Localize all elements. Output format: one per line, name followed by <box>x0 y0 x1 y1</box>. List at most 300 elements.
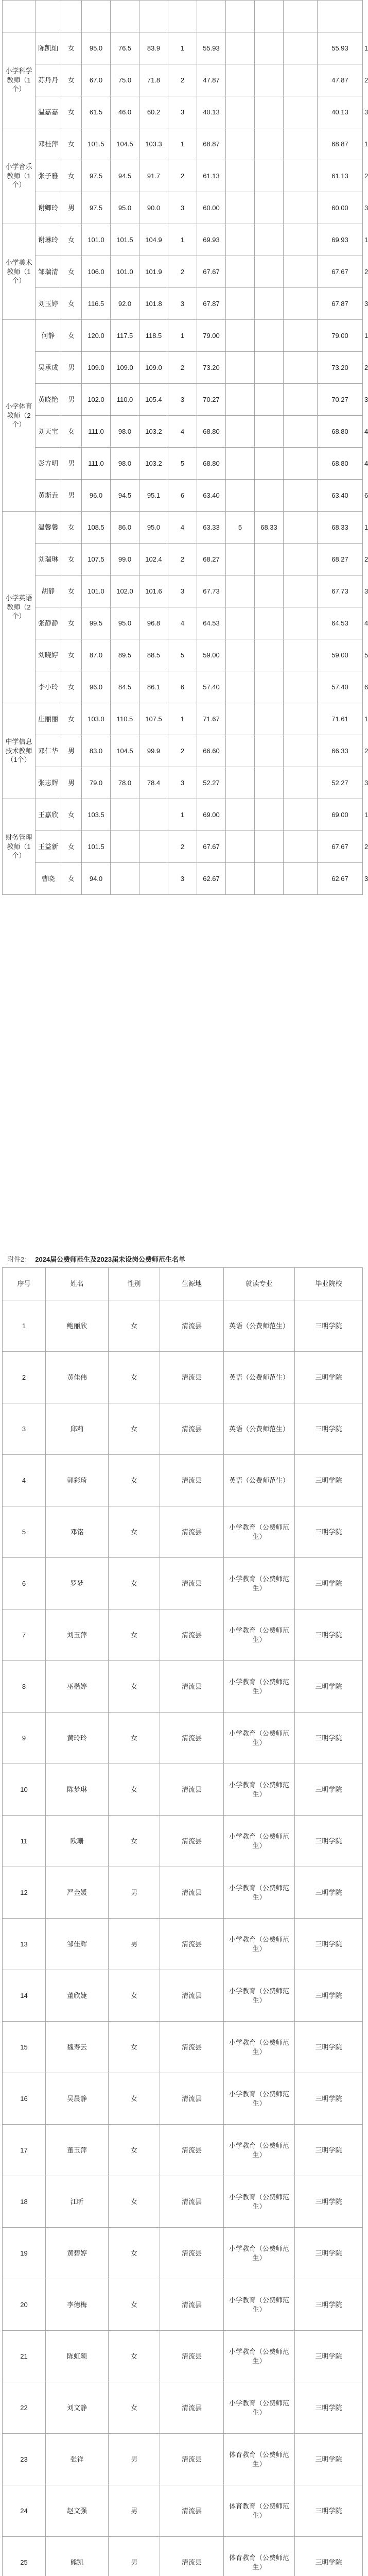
table-cell: 96.0 <box>82 480 111 512</box>
table-cell: 88.5 <box>139 639 168 671</box>
table-cell <box>284 639 318 671</box>
table-cell: 102.4 <box>139 544 168 575</box>
table-cell: 84.5 <box>111 671 139 703</box>
table-cell <box>255 160 284 192</box>
table-cell: 57.40 <box>318 671 363 703</box>
table-row <box>3 1764 363 1816</box>
table-cell: 温馨馨 <box>36 512 61 544</box>
origin-cell: 清流县 <box>160 1455 224 1506</box>
table-cell: 92.0 <box>111 288 139 320</box>
table-cell: 70.27 <box>197 384 226 416</box>
table-cell: 97.5 <box>82 192 111 224</box>
table-cell <box>284 735 318 767</box>
table-cell: 96.0 <box>82 671 111 703</box>
table-cell: 95.0 <box>111 192 139 224</box>
table-cell <box>255 639 284 671</box>
name-cell: 罗梦 <box>46 1558 109 1609</box>
table-cell: 94.0 <box>82 863 111 895</box>
table-cell: 69.93 <box>197 224 226 256</box>
table-cell: 70.27 <box>318 384 363 416</box>
origin-cell: 清流县 <box>160 2382 224 2434</box>
table-cell: 98.0 <box>111 416 139 448</box>
table-cell: 98.0 <box>111 448 139 480</box>
table-cell <box>111 799 139 831</box>
major-cell: 小学教育（公费师范生） <box>224 2228 295 2279</box>
table-cell <box>284 480 318 512</box>
index-cell: 6 <box>3 1558 46 1609</box>
school-cell: 三明学院 <box>295 2176 363 2228</box>
name-cell: 欧珊 <box>46 1816 109 1867</box>
major-cell: 小学教育（公费师范生） <box>224 2022 295 2073</box>
major-cell: 英语（公费师范生） <box>224 1300 295 1352</box>
gender-cell: 女 <box>109 2279 160 2331</box>
table-cell: 89.5 <box>111 639 139 671</box>
table-cell: 78.0 <box>111 767 139 799</box>
table-cell: 60.00 <box>318 192 363 224</box>
table-cell <box>226 480 255 512</box>
table-cell <box>284 767 318 799</box>
table-cell <box>226 639 255 671</box>
table-cell <box>255 831 284 863</box>
table-row: 小学科学教师（1个） 陈凯灿 女 95.0 76.5 83.9 1 55.93 55.93 1 <box>3 32 363 64</box>
table-row: 小学英语教师（2个） 温馨馨 女 108.5 86.0 95.0 4 63.33 5 68.33 68.33 1 <box>3 512 363 544</box>
table-cell <box>226 256 255 288</box>
table-cell: 66.60 <box>197 735 226 767</box>
table-cell: 68.80 <box>318 448 363 480</box>
table-cell: 女 <box>61 320 82 352</box>
table-row <box>3 2331 363 2382</box>
table-cell <box>139 863 168 895</box>
table-cell <box>111 863 139 895</box>
school-cell: 三明学院 <box>295 1661 363 1713</box>
table-cell: 106.0 <box>82 256 111 288</box>
major-cell: 小学教育（公费师范生） <box>224 1558 295 1609</box>
gender-cell: 男 <box>109 1867 160 1919</box>
header-major: 就读专业 <box>224 1268 295 1300</box>
table-cell <box>284 863 318 895</box>
table-cell <box>255 448 284 480</box>
origin-cell: 清流县 <box>160 1867 224 1919</box>
table-cell <box>255 671 284 703</box>
table-cell: 101.5 <box>111 224 139 256</box>
major-cell: 小学教育（公费师范生） <box>224 2125 295 2176</box>
table-cell <box>255 799 284 831</box>
table-cell: 59.00 <box>318 639 363 671</box>
gender-cell: 女 <box>109 2382 160 2434</box>
major-cell: 英语（公费师范生） <box>224 1455 295 1506</box>
table-cell: 101.0 <box>111 256 139 288</box>
table-cell: 83.0 <box>82 735 111 767</box>
name-cell: 董欣婕 <box>46 1970 109 2022</box>
gender-cell: 男 <box>109 2537 160 2576</box>
attachment-title: 2024届公费师范生及2023届未设岗公费师范生名单 <box>35 1256 186 1263</box>
school-cell: 三明学院 <box>295 2331 363 2382</box>
position-cell: 小学英语教师（2个） <box>3 512 36 703</box>
name-cell: 陈虹颖 <box>46 2331 109 2382</box>
table-cell <box>226 575 255 607</box>
table-cell <box>255 96 284 128</box>
table-cell <box>284 224 318 256</box>
index-cell: 24 <box>3 2485 46 2537</box>
school-cell: 三明学院 <box>295 1558 363 1609</box>
table-cell <box>61 1 82 32</box>
table-cell: 104.5 <box>111 128 139 160</box>
table-cell <box>255 320 284 352</box>
table-cell <box>318 1 363 32</box>
table-cell: 120.0 <box>82 320 111 352</box>
table-cell: 胡静 <box>36 575 61 607</box>
table-cell <box>284 831 318 863</box>
table-row: 张志辉 男 79.0 78.0 78.4 3 52.27 52.27 3 <box>3 767 363 799</box>
table-cell: 2 <box>168 256 197 288</box>
table-cell: 68.87 <box>197 128 226 160</box>
table-row: 黄晓艳 男 102.0 110.0 105.4 3 70.27 70.27 3 <box>3 384 363 416</box>
table-cell: 女 <box>61 671 82 703</box>
major-cell: 小学教育（公费师范生） <box>224 1764 295 1816</box>
index-cell: 10 <box>3 1764 46 1816</box>
table-cell: 86.1 <box>139 671 168 703</box>
table-cell: 女 <box>61 416 82 448</box>
table-cell: 刘玉婷 <box>36 288 61 320</box>
table-cell <box>284 799 318 831</box>
table-cell <box>284 448 318 480</box>
table-row: 刘瑞琳 女 107.5 99.0 102.4 2 68.27 68.27 2 <box>3 544 363 575</box>
table-cell: 104.9 <box>139 224 168 256</box>
table-cell: 60.00 <box>197 192 226 224</box>
index-cell: 20 <box>3 2279 46 2331</box>
school-cell: 三明学院 <box>295 2228 363 2279</box>
table-cell <box>226 448 255 480</box>
table-cell <box>255 480 284 512</box>
table-cell: 67.67 <box>197 831 226 863</box>
table-row <box>3 2176 363 2228</box>
table-row <box>3 2073 363 2125</box>
table-cell <box>284 512 318 544</box>
table-cell: 68.80 <box>197 416 226 448</box>
table-cell: 5 <box>168 448 197 480</box>
gender-cell: 女 <box>109 1970 160 2022</box>
school-cell: 三明学院 <box>295 2022 363 2073</box>
table-row <box>3 1919 363 1970</box>
name-cell: 刘玉萍 <box>46 1609 109 1661</box>
table-cell: 64.53 <box>197 607 226 639</box>
table-cell <box>226 352 255 384</box>
table-cell <box>226 384 255 416</box>
table-cell: 邓桂萍 <box>36 128 61 160</box>
table-cell <box>284 384 318 416</box>
table-cell: 62.67 <box>197 863 226 895</box>
table-cell: 99.0 <box>111 544 139 575</box>
table-cell: 103.5 <box>82 799 111 831</box>
school-cell: 三明学院 <box>295 2279 363 2331</box>
table-cell <box>226 160 255 192</box>
table-cell: 67.87 <box>318 288 363 320</box>
origin-cell: 清流县 <box>160 1764 224 1816</box>
index-cell: 8 <box>3 1661 46 1713</box>
table-cell <box>284 96 318 128</box>
table-cell: 110.0 <box>111 384 139 416</box>
table-cell: 女 <box>61 128 82 160</box>
table-cell <box>284 128 318 160</box>
major-cell: 小学教育（公费师范生） <box>224 1661 295 1713</box>
table-cell: 64.53 <box>318 607 363 639</box>
school-cell: 三明学院 <box>295 1764 363 1816</box>
name-cell: 李德梅 <box>46 2279 109 2331</box>
table-cell <box>255 224 284 256</box>
table-row <box>3 2228 363 2279</box>
origin-cell: 清流县 <box>160 1919 224 1970</box>
table-cell: 111.0 <box>82 448 111 480</box>
table-row: 张静静 女 99.5 95.0 96.8 4 64.53 64.53 4 <box>3 607 363 639</box>
table-cell <box>284 544 318 575</box>
gender-cell: 女 <box>109 1455 160 1506</box>
table-cell: 83.9 <box>139 32 168 64</box>
table-cell: 108.5 <box>82 512 111 544</box>
header-school: 毕业院校 <box>295 1268 363 1300</box>
table-row <box>3 1558 363 1609</box>
table-cell: 94.5 <box>111 480 139 512</box>
table-cell <box>226 767 255 799</box>
student-list-table <box>2 1267 363 2576</box>
index-cell: 3 <box>3 1403 46 1455</box>
table-cell: 101.9 <box>139 256 168 288</box>
name-cell: 黄玲玲 <box>46 1713 109 1764</box>
index-cell: 22 <box>3 2382 46 2434</box>
table-cell: 68.33 <box>318 512 363 544</box>
table-row <box>3 1609 363 1661</box>
major-cell: 小学教育（公费师范生） <box>224 1609 295 1661</box>
major-cell: 小学教育（公费师范生） <box>224 2073 295 2125</box>
index-cell: 25 <box>3 2537 46 2576</box>
table-cell: 2 <box>168 544 197 575</box>
table-cell: 3 <box>168 767 197 799</box>
gender-cell: 女 <box>109 2176 160 2228</box>
table-cell: 庄丽丽 <box>36 703 61 735</box>
table-cell: 73.20 <box>318 352 363 384</box>
table-cell: 女 <box>61 224 82 256</box>
table-cell: 57.40 <box>197 671 226 703</box>
table-cell: 1 <box>168 799 197 831</box>
table-cell <box>284 32 318 64</box>
table-cell: 女 <box>61 160 82 192</box>
table-cell: 103.0 <box>82 703 111 735</box>
table-cell: 张志辉 <box>36 767 61 799</box>
table-cell: 63.40 <box>197 480 226 512</box>
index-cell: 17 <box>3 2125 46 2176</box>
gender-cell: 女 <box>109 1609 160 1661</box>
table-cell: 99.5 <box>82 607 111 639</box>
gender-cell: 女 <box>109 1506 160 1558</box>
name-cell: 黄佳伟 <box>46 1352 109 1403</box>
table-cell: 男 <box>61 735 82 767</box>
table-cell: 王益新 <box>36 831 61 863</box>
table-cell: 71.67 <box>197 703 226 735</box>
position-cell <box>3 1 36 32</box>
table-cell: 102.0 <box>82 384 111 416</box>
name-cell: 张祥 <box>46 2434 109 2485</box>
table-cell: 86.0 <box>111 512 139 544</box>
table-cell <box>226 1 255 32</box>
index-cell: 1 <box>3 1300 46 1352</box>
major-cell: 体育教育（公费师范生） <box>224 2485 295 2537</box>
gender-cell: 女 <box>109 2125 160 2176</box>
table-cell: 95.0 <box>82 32 111 64</box>
table-row <box>3 1506 363 1558</box>
table-row: 小学音乐教师（1个） 邓桂萍 女 101.5 104.5 103.3 1 68.87 68.87 1 <box>3 128 363 160</box>
table-cell <box>255 384 284 416</box>
name-cell: 严金媛 <box>46 1867 109 1919</box>
position-cell: 小学体育教师（2个） <box>3 320 36 512</box>
table-cell: 69.93 <box>318 224 363 256</box>
position-cell: 小学美术教师（1个） <box>3 224 36 320</box>
table-row <box>3 1300 363 1352</box>
table-cell: 1 <box>168 703 197 735</box>
major-cell: 体育教育（公费师范生） <box>224 2434 295 2485</box>
school-cell: 三明学院 <box>295 1867 363 1919</box>
gender-cell: 女 <box>109 1661 160 1713</box>
major-cell: 小学教育（公费师范生） <box>224 1919 295 1970</box>
table-cell: 61.13 <box>197 160 226 192</box>
major-cell: 英语（公费师范生） <box>224 1403 295 1455</box>
table-cell: 男 <box>61 384 82 416</box>
table-cell <box>255 575 284 607</box>
table-cell: 谢琳玲 <box>36 224 61 256</box>
major-cell: 小学教育（公费师范生） <box>224 1816 295 1867</box>
header-name: 姓名 <box>46 1268 109 1300</box>
table-cell: 女 <box>61 256 82 288</box>
table-cell: 47.87 <box>318 64 363 96</box>
table-cell: 66.33 <box>318 735 363 767</box>
table-row <box>3 1970 363 2022</box>
origin-cell: 清流县 <box>160 2176 224 2228</box>
index-cell: 9 <box>3 1713 46 1764</box>
school-cell: 三明学院 <box>295 1816 363 1867</box>
attachment-label: 附件2： <box>7 1256 31 1263</box>
table-cell: 女 <box>61 607 82 639</box>
table-cell: 96.8 <box>139 607 168 639</box>
origin-cell: 清流县 <box>160 1403 224 1455</box>
table-row: 财务管理教师（1个） 王嘉欣 女 103.5 1 69.00 69.00 1 <box>3 799 363 831</box>
table-row <box>3 1 363 32</box>
table-cell <box>226 831 255 863</box>
table-cell: 75.0 <box>111 64 139 96</box>
name-cell: 邓铭 <box>46 1506 109 1558</box>
table-cell <box>226 64 255 96</box>
table-header-row <box>3 1268 363 1300</box>
table-cell: 52.27 <box>197 767 226 799</box>
origin-cell: 清流县 <box>160 2537 224 2576</box>
table-cell: 101.0 <box>82 224 111 256</box>
gender-cell: 女 <box>109 1764 160 1816</box>
table-cell <box>82 1 111 32</box>
table-cell: 吴承成 <box>36 352 61 384</box>
table-cell: 5 <box>226 512 255 544</box>
table-cell <box>255 767 284 799</box>
table-row <box>3 2022 363 2073</box>
table-cell: 73.20 <box>197 352 226 384</box>
table-cell: 陈凯灿 <box>36 32 61 64</box>
name-cell: 郭彩琦 <box>46 1455 109 1506</box>
table-cell <box>226 863 255 895</box>
table-row <box>3 1816 363 1867</box>
table-cell: 女 <box>61 575 82 607</box>
table-cell <box>255 863 284 895</box>
table-cell: 67.67 <box>318 831 363 863</box>
school-cell: 三明学院 <box>295 2537 363 2576</box>
school-cell: 三明学院 <box>295 1970 363 2022</box>
table-cell <box>226 735 255 767</box>
gender-cell: 女 <box>109 1816 160 1867</box>
table-cell: 110.5 <box>111 703 139 735</box>
school-cell: 三明学院 <box>295 2485 363 2537</box>
table-cell: 2 <box>168 64 197 96</box>
index-cell: 16 <box>3 2073 46 2125</box>
table-cell: 2 <box>168 831 197 863</box>
table-cell <box>255 64 284 96</box>
table-cell <box>226 96 255 128</box>
table-cell: 6 <box>168 480 197 512</box>
origin-cell: 清流县 <box>160 2434 224 2485</box>
table-cell <box>255 1 284 32</box>
origin-cell: 清流县 <box>160 1970 224 2022</box>
table-cell: 60.2 <box>139 96 168 128</box>
major-cell: 小学教育（公费师范生） <box>224 1867 295 1919</box>
table-cell: 109.0 <box>82 352 111 384</box>
school-cell: 三明学院 <box>295 1919 363 1970</box>
table-cell <box>226 703 255 735</box>
table-cell: 3 <box>168 863 197 895</box>
table-cell: 4 <box>168 512 197 544</box>
school-cell: 三明学院 <box>295 1403 363 1455</box>
table-row: 王益新 女 101.5 2 67.67 67.67 2 <box>3 831 363 863</box>
major-cell: 体育教育（公费师范生） <box>224 2537 295 2576</box>
table-cell: 68.27 <box>197 544 226 575</box>
table-cell: 刘天宝 <box>36 416 61 448</box>
name-cell: 鲍丽欣 <box>46 1300 109 1352</box>
table-cell <box>284 575 318 607</box>
table-cell <box>284 256 318 288</box>
table-cell: 68.33 <box>255 512 284 544</box>
name-cell: 邹佳辉 <box>46 1919 109 1970</box>
table-cell: 63.33 <box>197 512 226 544</box>
gender-cell: 女 <box>109 2331 160 2382</box>
table-cell <box>255 352 284 384</box>
table-cell: 67.87 <box>197 288 226 320</box>
gender-cell: 男 <box>109 2434 160 2485</box>
table-cell: 99.9 <box>139 735 168 767</box>
table-cell: 6 <box>168 671 197 703</box>
table-cell: 55.93 <box>197 32 226 64</box>
table-cell: 40.13 <box>197 96 226 128</box>
name-cell: 董玉萍 <box>46 2125 109 2176</box>
gender-cell: 女 <box>109 1558 160 1609</box>
gender-cell: 女 <box>109 2073 160 2125</box>
table-row: 谢卿玲 男 97.5 95.0 90.0 3 60.00 60.00 3 <box>3 192 363 224</box>
table-row: 彭方明 男 111.0 98.0 103.2 5 68.80 68.80 4 <box>3 448 363 480</box>
header-origin: 生源地 <box>160 1268 224 1300</box>
table-cell <box>255 128 284 160</box>
name-cell: 刘文静 <box>46 2382 109 2434</box>
table-cell: 69.00 <box>318 799 363 831</box>
table-cell: 78.4 <box>139 767 168 799</box>
name-cell: 魏寿云 <box>46 2022 109 2073</box>
table-row <box>3 2382 363 2434</box>
score-table <box>2 0 368 895</box>
table-cell: 101.8 <box>139 288 168 320</box>
table-cell: 女 <box>61 512 82 544</box>
table-cell: 张静静 <box>36 607 61 639</box>
major-cell: 小学教育（公费师范生） <box>224 2279 295 2331</box>
